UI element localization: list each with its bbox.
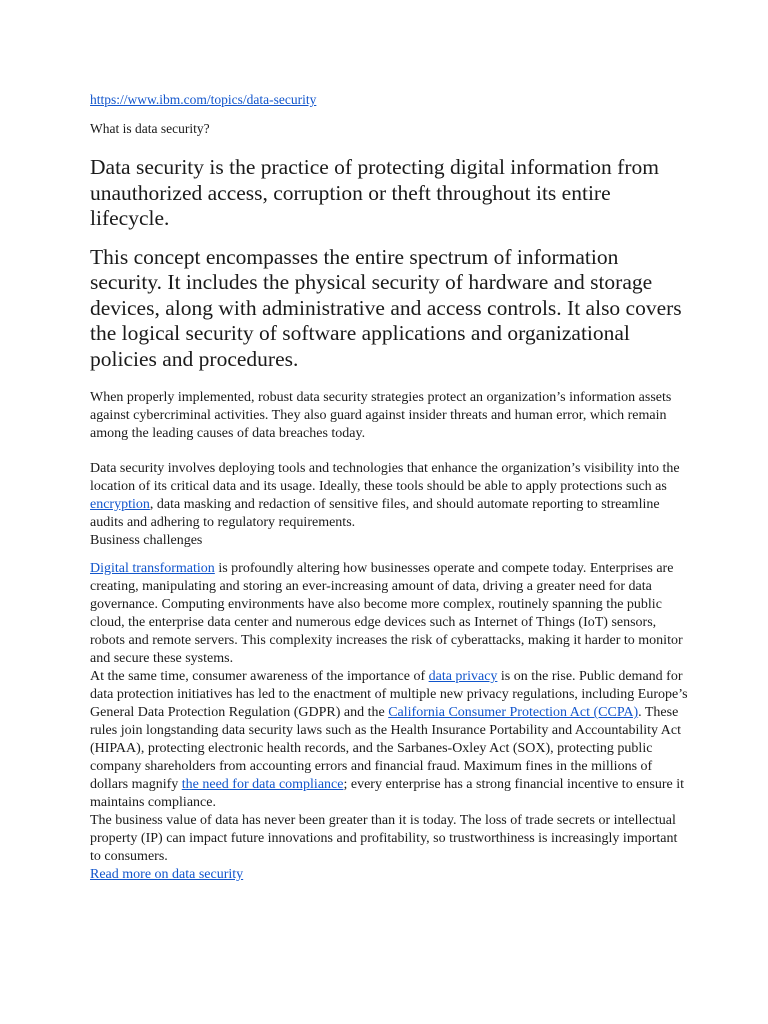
paragraph-tools [90, 460, 690, 532]
data-compliance-link[interactable]: the need for data compliance [181, 777, 344, 792]
digital-transformation-link[interactable]: Digital transformation [90, 561, 215, 576]
paragraph-privacy-text-3: . These rules join longstanding data security laws such as the Health Insurance Portability and Accountability Act (HIPAA), protecting electronic health records, and the Sarbanes-Oxley Act (SOX), protecting public company shareholders from accounting errors and financial fraud. Maximum fines in the millions of dollars magnify [90, 705, 681, 792]
paragraph-tools-text-before: Data security involves deploying tools and technologies that enhance the organization’s visibility into the location of its critical data and its usage. Ideally, these tools should be able to apply protections such as [90, 461, 680, 494]
lead-paragraph-definition: Data security is the practice of protecting digital information from unauthorized access, corruption or theft throughout its entire lifecycle. [90, 155, 659, 230]
paragraph-privacy-text-1: At the same time, consumer awareness of the importance of [90, 669, 429, 684]
paragraph-implementation: When properly implemented, robust data security strategies protect an organization’s information assets against cybercriminal activities. They also guard against insider threats and human error, which remain among the leading causes of data breaches today. [90, 390, 672, 441]
lead-paragraph-scope: This concept encompasses the entire spectrum of information security. It includes the physical security of hardware and storage devices, along with administrative and access controls. It also covers the logical security of software applications and organizational policies and procedures. [90, 244, 682, 371]
data-privacy-link[interactable]: data privacy [428, 669, 498, 684]
paragraph-privacy [90, 668, 690, 812]
encryption-link[interactable]: encryption [90, 497, 150, 512]
paragraph-privacy-text-4: ; every enterprise has a strong financial incentive to ensure it maintains compliance. [90, 777, 685, 810]
paragraph-business-value: The business value of data has never been greater than it is today. The loss of trade secrets or intellectual property (IP) can impact future innovations and profitability, so trustworthiness is increasingly important to consumers. [90, 813, 678, 864]
read-more-link[interactable]: Read more on data security [90, 867, 244, 882]
document-page [90, 92, 690, 884]
paragraph-privacy-text-2: is on the rise. Public demand for data protection initiatives has led to the enactment of multiple new privacy regulations, including Europe’s General Data Protection Regulation (GDPR) and the [90, 669, 688, 720]
ccpa-link[interactable]: California Consumer Protection Act (CCPA) [388, 705, 639, 720]
source-url-link[interactable]: https://www.ibm.com/topics/data-security [90, 92, 317, 107]
paragraph-digital-text: is profoundly altering how businesses operate and compete today. Enterprises are creating, manipulating and storing an ever-increasing amount of data, driving a greater need for data governance. Computing environments have also become more complex, routinely spanning the public cloud, the enterprise data center and numerous edge devices such as Internet of Things (IoT) sensors, robots and remote servers. This complexity increases the risk of cyberattacks, making it harder to monitor and secure these systems. [90, 561, 683, 666]
paragraph-digital-transformation [90, 560, 690, 668]
question-heading: What is data security? [90, 121, 210, 136]
section-heading-business-challenges: Business challenges [90, 533, 203, 548]
paragraph-tools-text-after: , data masking and redaction of sensitive files, and should automate reporting to streamline audits and adhering to regulatory requirements. [90, 497, 660, 530]
